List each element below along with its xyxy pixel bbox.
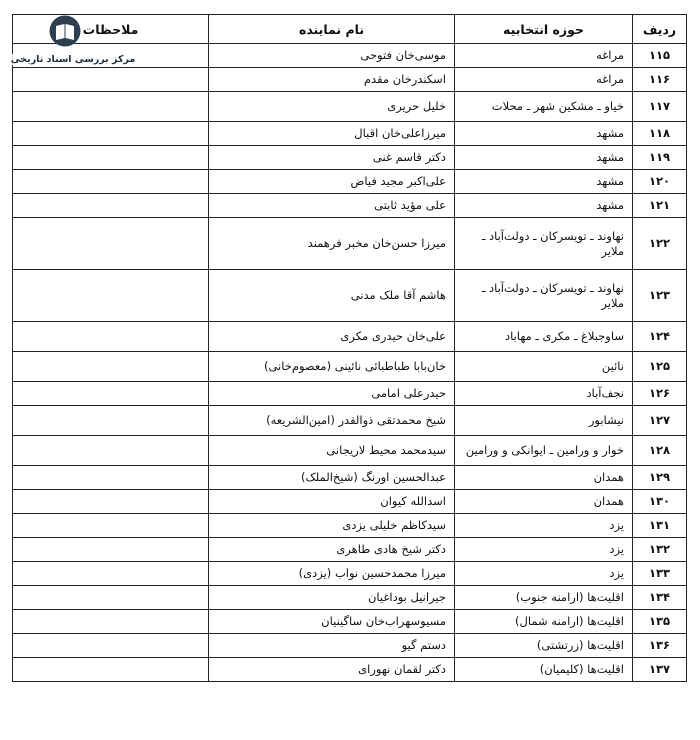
row-number-cell: ۱۳۶	[633, 634, 687, 658]
district-cell: مراغه	[455, 68, 633, 92]
representative-cell: سیدمحمد محیط لاریجانی	[209, 436, 455, 466]
representatives-table	[12, 14, 687, 682]
row-number-cell: ۱۳۲	[633, 538, 687, 562]
representative-cell: عبدالحسین اورنگ (شیخ‌الملک)	[209, 466, 455, 490]
row-number-cell: ۱۳۱	[633, 514, 687, 538]
table-row	[13, 352, 687, 382]
row-number-cell: ۱۲۴	[633, 322, 687, 352]
district-cell: نهاوند ـ تویسرکان ـ دولت‌آباد ـ ملایر	[455, 270, 633, 322]
representative-cell: شیخ محمدتقی ذوالقدر (امین‌الشریعه)	[209, 406, 455, 436]
representative-cell: هاشم آقا ملک مدنی	[209, 270, 455, 322]
table-row	[13, 322, 687, 352]
notes-cell	[13, 658, 209, 682]
table-row	[13, 406, 687, 436]
table-row	[13, 146, 687, 170]
table-row	[13, 538, 687, 562]
row-number-cell: ۱۳۳	[633, 562, 687, 586]
district-cell: اقلیت‌ها (ارامنه جنوب)	[455, 586, 633, 610]
row-number-cell: ۱۲۹	[633, 466, 687, 490]
notes-cell	[13, 634, 209, 658]
representative-cell: دستم گیو	[209, 634, 455, 658]
table-row	[13, 436, 687, 466]
row-number-cell: ۱۱۹	[633, 146, 687, 170]
notes-cell	[13, 466, 209, 490]
table-row	[13, 92, 687, 122]
district-cell: مشهد	[455, 122, 633, 146]
representative-cell: خان‌بابا طباطبائی نائینی (معصوم‌خانی)	[209, 352, 455, 382]
representative-cell: دکتر شیخ هادی طاهری	[209, 538, 455, 562]
notes-cell	[13, 352, 209, 382]
district-cell: ساوجبلاغ ـ مکری ـ مهاباد	[455, 322, 633, 352]
table-row	[13, 270, 687, 322]
representative-cell: اسکندرخان مقدم	[209, 68, 455, 92]
district-cell: یزد	[455, 562, 633, 586]
representative-cell: اسدالله کیوان	[209, 490, 455, 514]
representative-cell: علی مؤید ثابتی	[209, 194, 455, 218]
district-cell: اقلیت‌ها (کلیمیان)	[455, 658, 633, 682]
table-row	[13, 218, 687, 270]
representative-cell: حیدرعلی امامی	[209, 382, 455, 406]
table-row	[13, 658, 687, 682]
district-cell: مشهد	[455, 194, 633, 218]
row-number-cell: ۱۱۶	[633, 68, 687, 92]
book-circle-logo-icon	[48, 14, 82, 48]
table-row	[13, 170, 687, 194]
district-cell: مشهد	[455, 146, 633, 170]
table-row	[13, 466, 687, 490]
watermark-text: مرکز بررسی اسناد تاریخی	[8, 54, 138, 65]
district-cell: اقلیت‌ها (زرتشتی)	[455, 634, 633, 658]
row-number-cell: ۱۱۵	[633, 44, 687, 68]
notes-cell	[13, 218, 209, 270]
row-number-cell: ۱۲۲	[633, 218, 687, 270]
header-row-number: ردیف	[633, 15, 687, 44]
header-representative: نام نماینده	[209, 15, 455, 44]
district-cell: خیاو ـ مشکین شهر ـ محلات	[455, 92, 633, 122]
representative-cell: جیرانیل بوداغیان	[209, 586, 455, 610]
notes-cell	[13, 586, 209, 610]
district-cell: نائین	[455, 352, 633, 382]
notes-cell	[13, 406, 209, 436]
table-row	[13, 490, 687, 514]
representative-cell: میرزا محمدحسین نواب (یزدی)	[209, 562, 455, 586]
table-row	[13, 610, 687, 634]
row-number-cell: ۱۲۸	[633, 436, 687, 466]
representative-cell: خلیل حریری	[209, 92, 455, 122]
row-number-cell: ۱۲۶	[633, 382, 687, 406]
district-cell: نیشابور	[455, 406, 633, 436]
table-row	[13, 382, 687, 406]
table-body	[13, 44, 687, 682]
table-row	[13, 194, 687, 218]
row-number-cell: ۱۳۴	[633, 586, 687, 610]
row-number-cell: ۱۲۳	[633, 270, 687, 322]
table-row	[13, 562, 687, 586]
district-cell: همدان	[455, 466, 633, 490]
representative-cell: دکتر قاسم غنی	[209, 146, 455, 170]
representative-cell: موسی‌خان فتوحی	[209, 44, 455, 68]
notes-cell	[13, 270, 209, 322]
table-row	[13, 122, 687, 146]
notes-cell	[13, 490, 209, 514]
watermark	[8, 10, 136, 72]
row-number-cell: ۱۲۱	[633, 194, 687, 218]
district-cell: همدان	[455, 490, 633, 514]
notes-cell	[13, 562, 209, 586]
notes-cell	[13, 382, 209, 406]
district-cell: یزد	[455, 538, 633, 562]
notes-cell	[13, 122, 209, 146]
notes-cell	[13, 194, 209, 218]
district-cell: نجف‌آباد	[455, 382, 633, 406]
representative-cell: مسیوسهراب‌خان ساگینیان	[209, 610, 455, 634]
district-cell: مراغه	[455, 44, 633, 68]
representative-cell: علی‌خان حیدری مکری	[209, 322, 455, 352]
notes-cell	[13, 170, 209, 194]
notes-cell	[13, 538, 209, 562]
notes-cell	[13, 610, 209, 634]
representative-cell: دکتر لقمان نهورای	[209, 658, 455, 682]
row-number-cell: ۱۳۵	[633, 610, 687, 634]
row-number-cell: ۱۲۷	[633, 406, 687, 436]
district-cell: خوار و ورامین ـ ایوانکی و ورامین	[455, 436, 633, 466]
row-number-cell: ۱۲۵	[633, 352, 687, 382]
table-row	[13, 586, 687, 610]
notes-cell	[13, 436, 209, 466]
representative-cell: میرزا حسن‌خان مخبر فرهمند	[209, 218, 455, 270]
representative-cell: میرزاعلی‌خان اقبال	[209, 122, 455, 146]
table-row	[13, 514, 687, 538]
row-number-cell: ۱۱۸	[633, 122, 687, 146]
district-cell: اقلیت‌ها (ارامنه شمال)	[455, 610, 633, 634]
row-number-cell: ۱۳۷	[633, 658, 687, 682]
district-cell: یزد	[455, 514, 633, 538]
row-number-cell: ۱۳۰	[633, 490, 687, 514]
notes-cell	[13, 92, 209, 122]
header-notes: ملاحظات	[13, 15, 209, 44]
row-number-cell: ۱۱۷	[633, 92, 687, 122]
row-number-cell: ۱۲۰	[633, 170, 687, 194]
notes-cell	[13, 514, 209, 538]
representative-cell: علی‌اکبر مجید فیاض	[209, 170, 455, 194]
notes-cell	[13, 322, 209, 352]
district-cell: مشهد	[455, 170, 633, 194]
district-cell: نهاوند ـ تویسرکان ـ دولت‌آباد ـ ملایر	[455, 218, 633, 270]
table-row	[13, 634, 687, 658]
notes-cell	[13, 146, 209, 170]
header-district: حوزه انتخابیه	[455, 15, 633, 44]
representative-cell: سیدکاظم خلیلی یزدی	[209, 514, 455, 538]
